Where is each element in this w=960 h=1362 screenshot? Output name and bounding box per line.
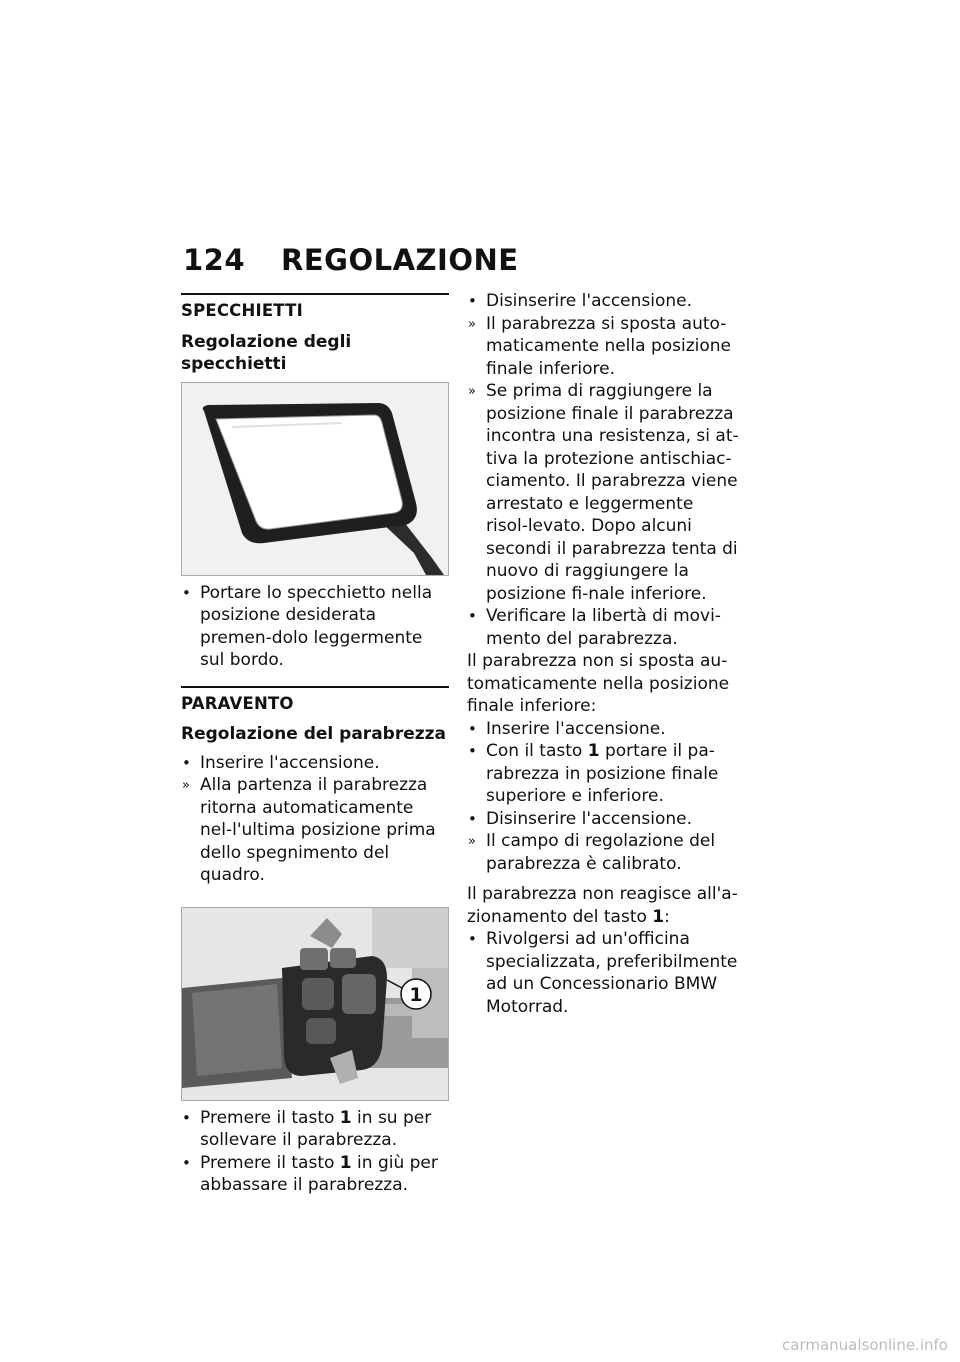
key-reference: 1 <box>339 1152 352 1173</box>
step-item <box>467 290 739 313</box>
step-text-pre: Premere il tasto <box>200 1107 340 1128</box>
para-text-pre: Il parabrezza non reagisce all'a-zionamento del tasto <box>467 884 738 927</box>
mirror-illustration <box>182 383 448 575</box>
result-item <box>181 774 449 887</box>
bullet-marker: • <box>182 1108 191 1127</box>
result-marker: » <box>468 316 476 332</box>
result-item <box>467 313 739 381</box>
step-item <box>181 752 449 775</box>
step-item <box>467 740 739 808</box>
footer-watermark: carmanualsonline.info <box>782 1336 948 1354</box>
step-text: Disinserire l'accensione. <box>486 291 693 311</box>
step-text-post: portare il pa-rabrezza in posizione finale superiore e inferiore. <box>486 741 719 806</box>
result-text: Se prima di raggiungere la posizione finale il parabrezza incontra una resistenza, si at-tiva la protezione antischiac-ciamento. Il parabrezza viene arrestato e leggermente risol-levato. Dopo alcuni secondi il parabrezza tenta di nuovo di raggiungere la posizione fi-nale inferiore. <box>486 381 739 604</box>
paragraph-condition: Il parabrezza non si sposta au-tomaticamente nella posizione finale inferiore: <box>467 651 730 716</box>
paragraph-no-reaction <box>467 883 739 928</box>
step-text-post: in giù per abbassare il parabrezza. <box>200 1152 438 1195</box>
bullet-marker: • <box>468 809 477 828</box>
subsection-title-mirrors: Regolazione degli specchietti <box>181 331 352 374</box>
step-text: Inserire l'accensione. <box>486 718 666 739</box>
bullet-marker: • <box>182 583 191 602</box>
right-column <box>467 290 739 1018</box>
result-item <box>467 380 739 605</box>
result-text: Alla partenza il parabrezza ritorna automaticamente nel-l'ultima posizione prima dello spegnimento del quadro. <box>200 775 436 885</box>
step-text: Rivolgersi ad un'officina specializzata, preferibilmente ad un Concessionario BMW Motorrad. <box>486 929 738 1017</box>
bullet-marker: • <box>468 292 477 310</box>
subsection-title-windshield: Regolazione del parabrezza <box>181 724 447 744</box>
result-marker: » <box>468 384 476 399</box>
section-rule <box>181 293 449 295</box>
bullet-marker: • <box>468 930 477 948</box>
key-reference: 1 <box>587 741 600 761</box>
step-item <box>467 605 739 650</box>
bullet-marker: • <box>468 719 477 738</box>
result-text: Il campo di regolazione del parabrezza è calibrato. <box>486 831 716 874</box>
bullet-marker: • <box>468 607 477 625</box>
key-reference: 1 <box>652 906 665 927</box>
section-title-mirrors: SPECCHIETTI <box>181 301 303 320</box>
handlebar-switch-illustration <box>182 908 448 1100</box>
windshield-steps-b <box>181 1107 449 1197</box>
mirror-steps <box>181 582 449 672</box>
step-text: Portare lo specchietto nella posizione desiderata premen-dolo leggermente sul bordo. <box>200 582 433 670</box>
page-header <box>183 243 519 277</box>
section-rule <box>181 686 449 688</box>
step-text: Inserire l'accensione. <box>200 752 380 773</box>
bullet-marker: • <box>182 1153 191 1172</box>
handlebar-switch-figure <box>181 907 449 1101</box>
result-marker: » <box>182 778 190 793</box>
step-text: Verificare la libertà di movi-mento del parabrezza. <box>486 606 721 649</box>
step-text-pre: Premere il tasto <box>200 1152 340 1173</box>
step-item <box>181 1152 449 1197</box>
step-item <box>181 582 449 672</box>
para-text-post: : <box>664 906 670 927</box>
chapter-title: REGOLAZIONE <box>281 243 519 277</box>
step-text: Disinserire l'accensione. <box>486 808 693 829</box>
section-title-windshield: PARAVENTO <box>181 693 294 713</box>
result-marker: » <box>468 834 476 849</box>
windshield-steps-d <box>467 718 739 876</box>
step-item <box>467 928 739 1018</box>
key-reference: 1 <box>339 1107 352 1128</box>
left-column <box>181 293 449 1197</box>
step-text-pre: Con il tasto <box>486 741 588 761</box>
result-item <box>467 830 739 875</box>
page-number: 124 <box>183 243 246 277</box>
step-item <box>467 718 739 741</box>
step-item <box>181 1107 449 1152</box>
result-text: Il parabrezza si sposta auto-maticamente nella posizione finale inferiore. <box>486 313 732 379</box>
bullet-marker: • <box>468 742 477 760</box>
windshield-steps-c <box>467 290 739 650</box>
windshield-steps-e <box>467 928 739 1018</box>
mirror-figure <box>181 382 449 576</box>
windshield-steps-a <box>181 752 449 887</box>
step-item <box>467 808 739 831</box>
figure-callout: 1 <box>409 983 423 1006</box>
bullet-marker: • <box>182 753 191 772</box>
step-text-post: in su per sollevare il parabrezza. <box>200 1107 432 1150</box>
